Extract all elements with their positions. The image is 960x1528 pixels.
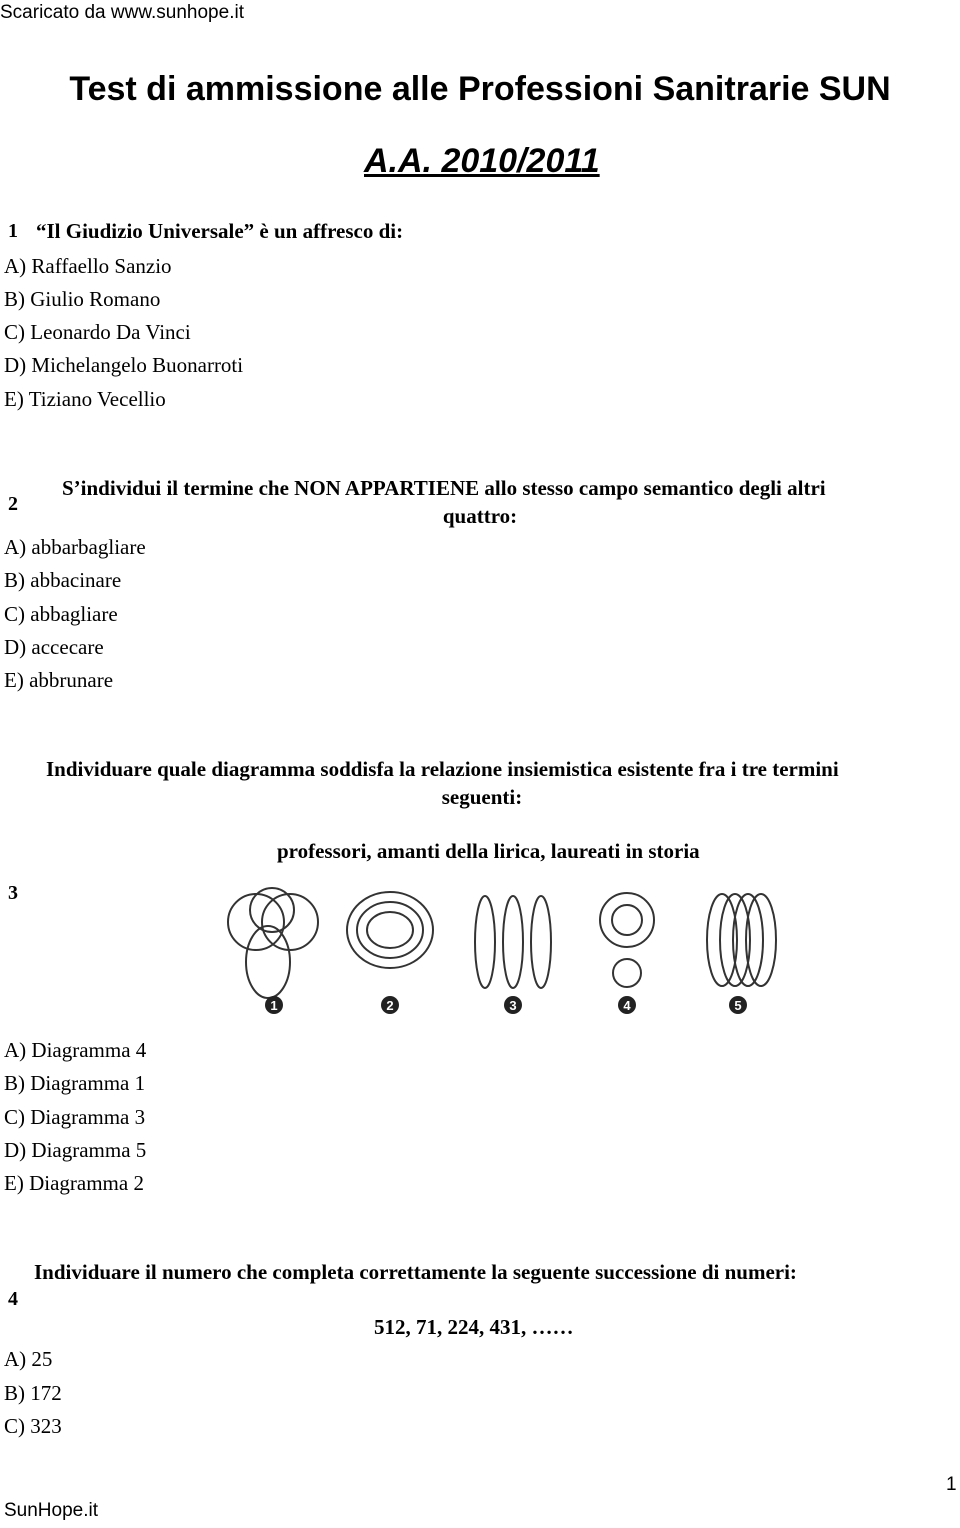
footer-site: SunHope.it bbox=[4, 1500, 99, 1521]
question-2-number: 2 bbox=[8, 493, 18, 515]
question-3-text-line2: seguenti: bbox=[441, 785, 523, 809]
question-3-option-b: B) Diagramma 1 bbox=[4, 1071, 146, 1095]
diagram-3 bbox=[475, 896, 551, 988]
question-2-option-c: C) abbagliare bbox=[4, 602, 118, 626]
badge-2-label: 2 bbox=[386, 998, 394, 1013]
badge-4-label: 4 bbox=[623, 998, 631, 1013]
question-2-option-e: E) abbrunare bbox=[4, 668, 114, 692]
question-1-option-e: E) Tiziano Vecellio bbox=[4, 387, 166, 411]
question-2-option-a: A) abbarbagliare bbox=[4, 535, 146, 559]
question-3-option-a: A) Diagramma 4 bbox=[4, 1038, 147, 1062]
diagram-number-badges bbox=[265, 996, 747, 1014]
question-2-option-b: B) abbacinare bbox=[4, 568, 122, 592]
page-title: Test di ammissione alle Professioni Sanitrarie SUN bbox=[69, 70, 891, 108]
question-3-terms: professori, amanti della lirica, laureati in storia bbox=[277, 839, 700, 863]
academic-year: A.A. 2010/2011 bbox=[364, 142, 600, 180]
diagram-1 bbox=[228, 888, 318, 998]
question-3-option-c: C) Diagramma 3 bbox=[4, 1105, 146, 1129]
question-2-text-line2: quattro: bbox=[442, 504, 518, 528]
diagram-5 bbox=[707, 894, 776, 986]
badge-5-label: 5 bbox=[734, 998, 742, 1013]
question-4-option-c: C) 323 bbox=[4, 1414, 62, 1438]
source-watermark: Scaricato da www.sunhope.it bbox=[0, 2, 244, 23]
question-3-number: 3 bbox=[8, 882, 18, 904]
badge-3-label: 3 bbox=[509, 998, 517, 1013]
question-1-text: “Il Giudizio Universale” è un affresco di: bbox=[36, 219, 404, 243]
question-1-option-a: A) Raffaello Sanzio bbox=[4, 254, 172, 278]
question-4-text: Individuare il numero che completa correttamente la seguente successione di numeri: bbox=[34, 1260, 797, 1284]
diagram-4 bbox=[600, 893, 654, 987]
question-2-option-d: D) accecare bbox=[4, 635, 104, 659]
question-1-option-d: D) Michelangelo Buonarroti bbox=[4, 353, 244, 377]
question-4-sequence: 512, 71, 224, 431, …… bbox=[374, 1315, 574, 1339]
badge-1-label: 1 bbox=[270, 998, 278, 1013]
venn-diagrams bbox=[220, 880, 780, 1020]
question-1-number: 1 bbox=[8, 220, 18, 242]
question-1-option-b: B) Giulio Romano bbox=[4, 287, 161, 311]
diagram-2 bbox=[347, 892, 433, 968]
question-2-text-line1: S’individui il termine che NON APPARTIENE allo stesso campo semantico degli altri bbox=[62, 476, 826, 500]
question-4-option-b: B) 172 bbox=[4, 1381, 62, 1405]
question-3-option-d: D) Diagramma 5 bbox=[4, 1138, 147, 1162]
question-4-option-a: A) 25 bbox=[4, 1347, 53, 1371]
page-number: 1 bbox=[946, 1474, 957, 1495]
question-4-number: 4 bbox=[8, 1288, 18, 1310]
question-3-text-line1: Individuare quale diagramma soddisfa la relazione insiemistica esistente fra i tre termini bbox=[46, 757, 839, 781]
question-1-option-c: C) Leonardo Da Vinci bbox=[4, 320, 191, 344]
question-3-option-e: E) Diagramma 2 bbox=[4, 1171, 144, 1195]
